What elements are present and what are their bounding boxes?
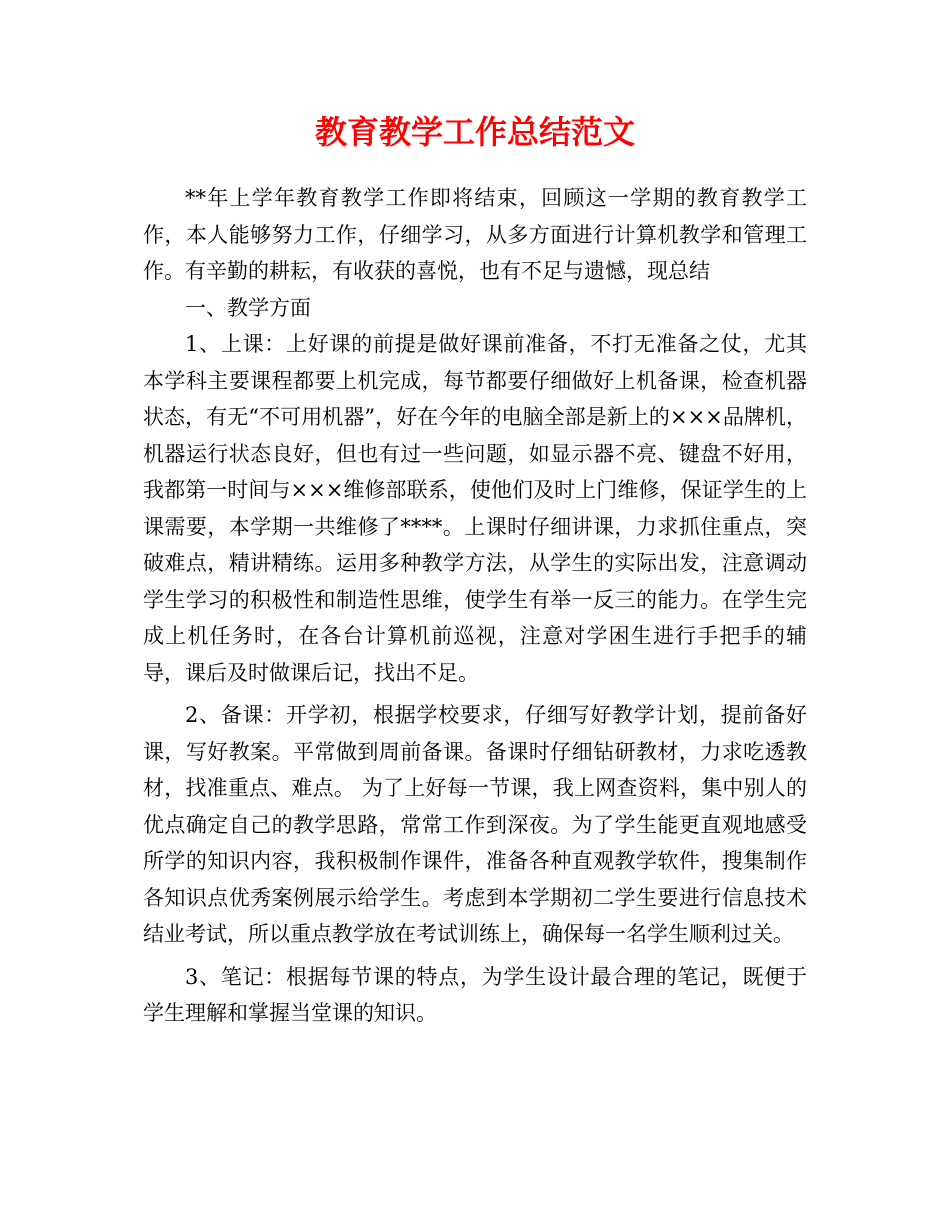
paragraph-notes: 3、笔记：根据每节课的特点，为学生设计最合理的笔记，既便于学生理解和掌握当堂课的知识。 (143, 964, 807, 1025)
paragraph-preparation: 2、备课：开学初，根据学校要求，仔细写好教学计划，提前备好课，写好教案。平常做到周前备课。备课时仔细钻研教材，力求吃透教材，找准重点、难点。 为了上好每一节课，我上网查资料，集中别人的优点确定自己的教学思路，常常工作到深夜。为了学生能更直观地感受所学的知识内容，我积极制作课件，准备各种直观教学软件，搜集制作各知识点优秀案例展示给学生。考虑到本学期初二学生要进行信息技术结业考试，所以重点教学放在考试训练上，确保每一名学生顺利过关。 (143, 703, 807, 946)
document-body (143, 180, 807, 1032)
paragraph-lessons: 1、上课：上好课的前提是做好课前准备，不打无准备之仗，尤其本学科主要课程都要上机完成，每节都要仔细做好上机备课，检查机器状态，有无“不可用机器”，好在今年的电脑全部是新上的×××品牌机，机器运行状态良好，但也有过一些问题，如显示器不亮、键盘不好用，我都第一时间与×××维修部联系，使他们及时上门维修，保证学生的上课需要，本学期一共维修了****。上课时仔细讲课，力求抓住重点，突破难点，精讲精练。运用多种教学方法，从学生的实际出发，注意调动学生学习的积极性和制造性思维，使学生有举一反三的能力。在学生完成上机任务时，在各台计算机前巡视，注意对学困生进行手把手的辅导，课后及时做课后记，找出不足。 (143, 332, 807, 685)
paragraph-intro: **年上学年教育教学工作即将结束，回顾这一学期的教育教学工作，本人能够努力工作，仔细学习，从多方面进行计算机教学和管理工作。有辛勤的耕耘，有收获的喜悦，也有不足与遗憾，现总结 (143, 186, 807, 283)
document-title: 教育教学工作总结范文 (314, 113, 635, 151)
section-heading-teaching: 一、教学方面 (185, 295, 311, 320)
